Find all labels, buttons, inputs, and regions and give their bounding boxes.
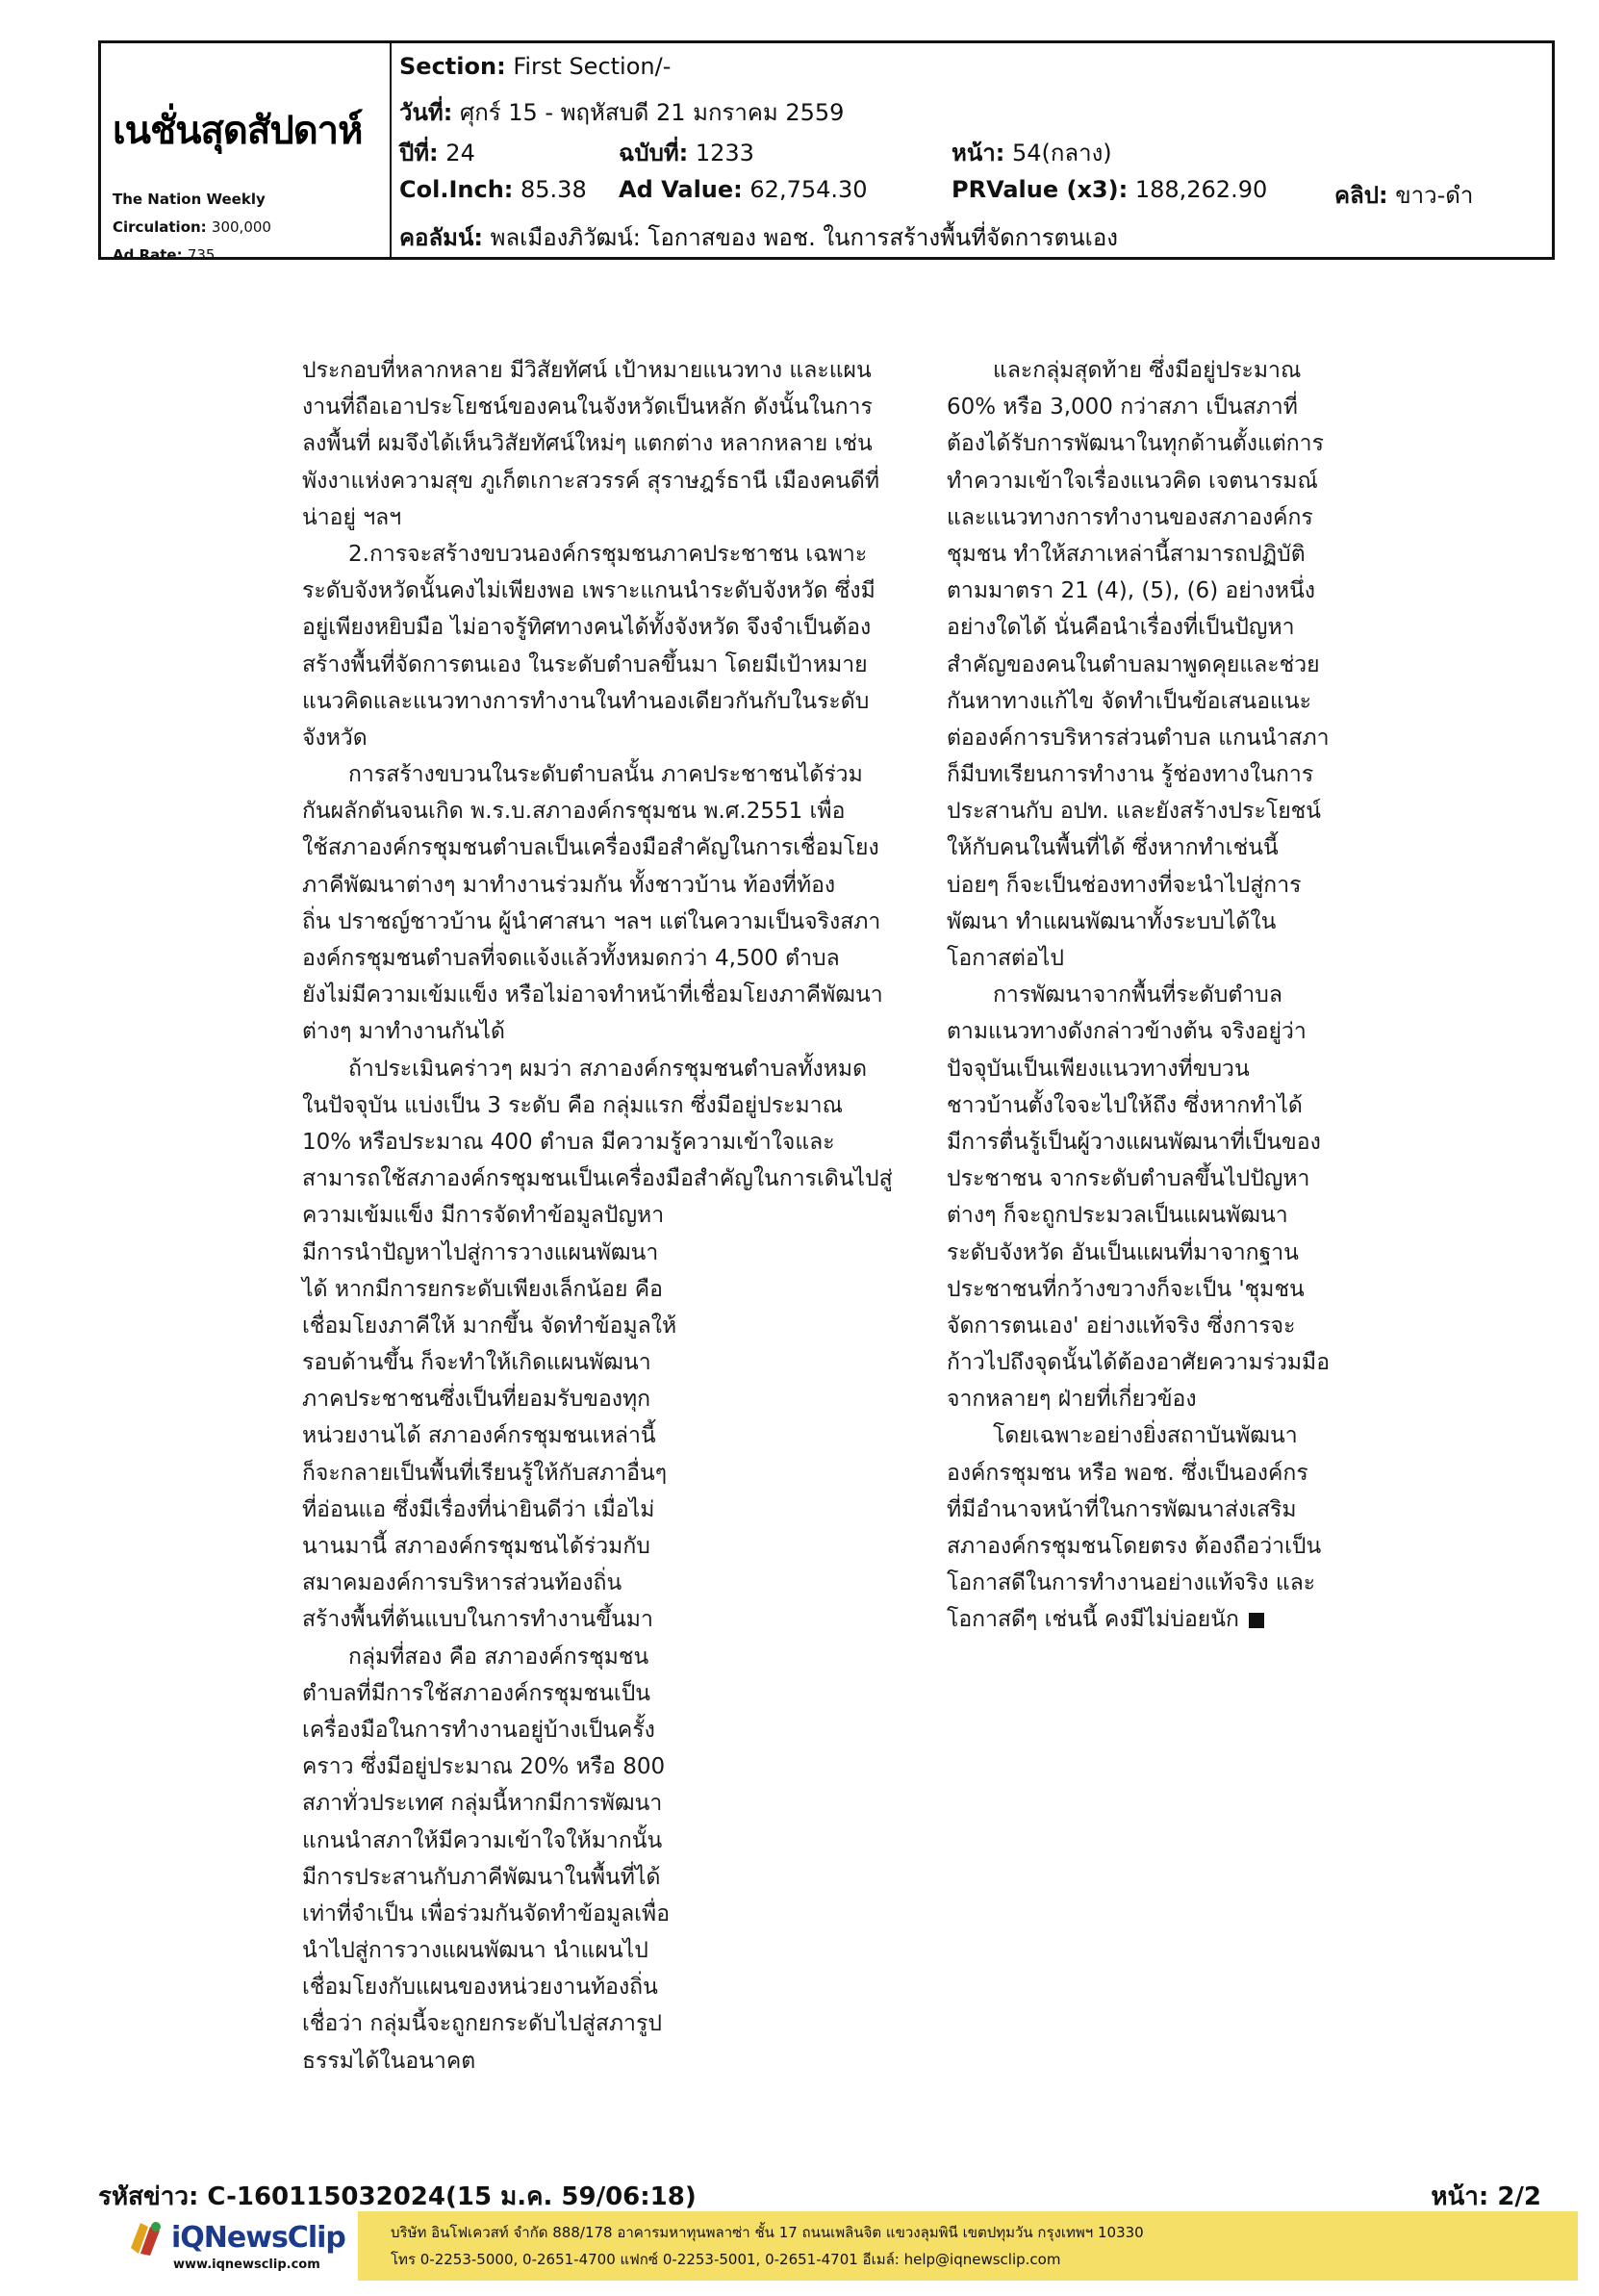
article-line: ธรรมได้ในอนาคต xyxy=(302,2048,476,2074)
article-line: ตามแนวทางดังกล่าวข้างต้น จริงอยู่ว่า xyxy=(947,1019,1307,1045)
article-line: ชุมชน ทำให้สภาเหล่านี้สามารถปฏิบัติ xyxy=(947,541,1306,567)
article-line: ชาวบ้านตั้งใจจะไปให้ถึง ซึ่งหากทำได้ xyxy=(947,1092,1303,1118)
article-line: เชื่อมโยงกับแผนของหน่วยงานท้องถิ่น xyxy=(302,1975,658,2001)
column-row: คอลัมน์: พลเมืองภิวัฒน์: โอกาสของ พอช. ในการสร้างพื้นที่จัดการตนเอง xyxy=(399,224,1119,251)
article-line: ถ้าประเมินคร่าวๆ ผมว่า สภาองค์กรชุมชนตำบลทั้งหมด xyxy=(348,1056,868,1082)
article-line: หน่วยงานได้ สภาองค์กรชุมชนเหล่านี้ xyxy=(302,1423,656,1449)
article-line: ได้ หากมีการยกระดับเพียงเล็กน้อย คือ xyxy=(302,1276,663,1302)
article-line: พังงาแห่งความสุข ภูเก็ตเกาะสวรรค์ สุราษฎร์ธานี เมืองคนดีที่ xyxy=(302,468,880,494)
article-line: ลงพื้นที่ ผมจึงได้เห็นวิสัยทัศน์ใหม่ๆ แตกต่าง หลากหลาย เช่น xyxy=(302,431,873,457)
prvalue-field: PRValue (x3): 188,262.90 xyxy=(952,176,1268,203)
article-line: ต่างๆ มาทำงานกันได้ xyxy=(302,1019,505,1045)
article-line: เท่าที่จำเป็น เพื่อร่วมกันจัดทำข้อมูลเพื่อ xyxy=(302,1901,671,1926)
article-line: ประสานกับ อปท. และยังสร้างประโยชน์ xyxy=(947,799,1322,825)
date-row: วันที่: ศุกร์ 15 - พฤหัสบดี 21 มกราคม 2559 xyxy=(399,99,845,126)
article-line: นานมานี้ สภาองค์กรชุมชนได้ร่วมกับ xyxy=(302,1534,650,1559)
publication-english-name: The Nation Weekly xyxy=(113,191,266,208)
article-line: ประชาชนที่กว้างขวางก็จะเป็น 'ชุมชน xyxy=(947,1276,1305,1302)
article-line: จังหวัด xyxy=(302,725,368,751)
article-line: ยังไม่มีความเข้มแข็ง หรือไม่อาจทำหน้าที่เชื่อมโยงภาคีพัฒนา xyxy=(302,982,883,1008)
article-line: ประชาชน จากระดับตำบลขึ้นไปปัญหา xyxy=(947,1166,1310,1192)
article-line: โอกาสต่อไป xyxy=(947,946,1064,971)
article-line: แกนนำสภาให้มีความเข้าใจให้มากนั้น xyxy=(302,1827,663,1853)
article-line: พัฒนา ทำแผนพัฒนาทั้งระบบได้ใน xyxy=(947,908,1277,934)
article-line-last: โอกาสดีๆ เช่นนี้ คงมีไม่บ่อยนัก xyxy=(947,1601,1330,1638)
article-line: ก้าวไปถึงจุดนั้นได้ต้องอาศัยความร่วมมือ xyxy=(947,1350,1331,1376)
news-code: รหัสข่าว: C-160115032024(15 ม.ค. 59/06:18) xyxy=(98,2182,697,2211)
clip-color-field: คลิป: ขาว-ดำ xyxy=(1334,182,1474,209)
colinch-field: Col.Inch: 85.38 xyxy=(399,176,587,203)
publication-logo: เนชั่นสุดสัปดาห์ xyxy=(113,109,363,153)
article-column-right xyxy=(947,352,1330,1639)
article-line: งานที่ถือเอาประโยชน์ของคนในจังหวัดเป็นหลัก ดังนั้นในการ xyxy=(302,395,873,421)
article-line: องค์กรชุมชน หรือ พอช. ซึ่งเป็นองค์กร xyxy=(947,1460,1308,1486)
page-number: หน้า: 2/2 xyxy=(1431,2182,1541,2211)
article-line: ถิ่น ปราชญ์ชาวบ้าน ผู้นำศาสนา ฯลฯ แต่ในความเป็นจริงสภา xyxy=(302,908,881,934)
article-line: สภาองค์กรชุมชนโดยตรง ต้องถือว่าเป็น xyxy=(947,1534,1322,1559)
page-field: หน้า: 54(กลาง) xyxy=(952,140,1112,166)
article-line: ที่มีอำนาจหน้าที่ในการพัฒนาส่งเสริม xyxy=(947,1496,1297,1522)
article-line: ในปัจจุบัน แบ่งเป็น 3 ระดับ คือ กลุ่มแรก ซึ่งมีอยู่ประมาณ xyxy=(302,1092,843,1118)
article-line: ต่างๆ ก็จะถูกประมวลเป็นแผนพัฒนา xyxy=(947,1203,1288,1229)
article-line: น่าอยู่ ฯลฯ xyxy=(302,504,402,530)
year-field: ปีที่: 24 xyxy=(399,140,475,166)
article-line: ใช้สภาองค์กรชุมชนตำบลเป็นเครื่องมือสำคัญในการเชื่อมโยง xyxy=(302,835,879,861)
article-line: สร้างพื้นที่จัดการตนเอง ในระดับตำบลขึ้นมา โดยมีเป้าหมาย xyxy=(302,651,868,677)
article-line: ต่อองค์การบริหารส่วนตำบล แกนนำสภา xyxy=(947,725,1330,751)
article-line: โดยเฉพาะอย่างยิ่งสถาบันพัฒนา xyxy=(993,1423,1298,1449)
article-line: บ่อยๆ ก็จะเป็นช่องทางที่จะนำไปสู่การ xyxy=(947,872,1302,898)
article-line: นำไปสู่การวางแผนพัฒนา นำแผนไป xyxy=(302,1938,648,1964)
section-row: Section: First Section/- xyxy=(399,53,672,80)
article-line: ก็จะกลายเป็นพื้นที่เรียนรู้ให้กับสภาอื่นๆ xyxy=(302,1460,668,1486)
article-line: สมาคมองค์การบริหารส่วนท้องถิ่น xyxy=(302,1570,622,1596)
logo-url[interactable]: www.iqnewsclip.com xyxy=(173,2258,320,2272)
issue-field: ฉบับที่: 1233 xyxy=(619,140,754,166)
article-line: 10% หรือประมาณ 400 ตำบล มีความรู้ความเข้าใจและ xyxy=(302,1129,835,1155)
article-line: เชื่อมโยงภาคีให้ มากขึ้น จัดทำข้อมูลให้ xyxy=(302,1313,677,1339)
article-line: ต้องได้รับการพัฒนาในทุกด้านตั้งแต่การ xyxy=(947,431,1324,457)
clip-metadata xyxy=(392,43,1552,257)
company-contact: โทร 0-2253-5000, 0-2651-4700 แฟกซ์ 0-2253-5001, 0-2651-4701 อีเมล์: help@iqnewsclip.com xyxy=(391,2251,1061,2268)
advalue-field: Ad Value: 62,754.30 xyxy=(619,176,868,203)
publication-panel xyxy=(101,43,392,264)
article-line: ประกอบที่หลากหลาย มีวิสัยทัศน์ เป้าหมายแนวทาง และแผน xyxy=(302,358,872,383)
article-line: โอกาสดีในการทำงานอย่างแท้จริง และ xyxy=(947,1570,1316,1596)
article-line: จากหลายๆ ฝ่ายที่เกี่ยวข้อง xyxy=(947,1387,1197,1413)
company-info-band xyxy=(358,2211,1578,2281)
article-line: แนวคิดและแนวทางการทำงานในทำนองเดียวกันกับในระดับ xyxy=(302,688,870,714)
article-line: ให้กับคนในพื้นที่ได้ ซึ่งหากทำเช่นนี้ xyxy=(947,835,1279,861)
article-line: 60% หรือ 3,000 กว่าสภา เป็นสภาที่ xyxy=(947,395,1298,421)
article-line: ภาคีพัฒนาต่างๆ มาทำงานร่วมกัน ทั้งชาวบ้าน ท้องที่ท้อง xyxy=(302,872,836,898)
publication-meta xyxy=(113,186,271,269)
article-line: การสร้างขบวนในระดับตำบลนั้น ภาคประชาชนได้ร่วม xyxy=(348,762,863,788)
ad-rate: Ad Rate: 735 xyxy=(113,246,216,264)
article-line: อย่างใดได้ นั่นคือนำเรื่องที่เป็นปัญหา xyxy=(947,615,1295,641)
article-line: ความเข้มแข็ง มีการจัดทำข้อมูลปัญหา xyxy=(302,1203,665,1229)
article-line: กันหาทางแก้ไข จัดทำเป็นข้อเสนอแนะ xyxy=(947,688,1311,714)
article-line: ตำบลที่มีการใช้สภาองค์กรชุมชนเป็น xyxy=(302,1680,651,1706)
article-line: ตามมาตรา 21 (4), (5), (6) อย่างหนึ่ง xyxy=(947,578,1316,604)
article-line: กันผลักดันจนเกิด พ.ร.บ.สภาองค์กรชุมชน พ.ศ.2551 เพื่อ xyxy=(302,799,846,825)
article-line: ที่อ่อนแอ ซึ่งมีเรื่องที่น่ายินดีว่า เมื่อไม่ xyxy=(302,1496,655,1522)
article-line: จัดการตนเอง' อย่างแท้จริง ซึ่งการจะ xyxy=(947,1313,1296,1339)
article-line: มีการประสานกับภาคีพัฒนาในพื้นที่ได้ xyxy=(302,1864,661,1890)
article-line: องค์กรชุมชนตำบลที่จดแจ้งแล้วทั้งหมดกว่า 4,500 ตำบล xyxy=(302,946,840,971)
iqnewsclip-logo[interactable] xyxy=(125,2215,352,2279)
article-line: การพัฒนาจากพื้นที่ระดับตำบล xyxy=(993,982,1282,1008)
article-line: ระดับจังหวัด อันเป็นแผนที่มาจากฐาน xyxy=(947,1239,1299,1265)
article-line: 2.การจะสร้างขบวนองค์กรชุมชนภาคประชาชน เฉพาะ xyxy=(348,541,868,567)
article-line: ปัจจุบันเป็นเพียงแนวทางที่ขบวน xyxy=(947,1056,1250,1082)
article-line: คราว ซึ่งมีอยู่ประมาณ 20% หรือ 800 xyxy=(302,1754,666,1780)
article-line: อยู่เพียงหยิบมือ ไม่อาจรู้ทิศทางคนได้ทั้งจังหวัด จึงจำเป็นต้อง xyxy=(302,615,872,641)
article-line: ทำความเข้าใจเรื่องแนวคิด เจตนารมณ์ xyxy=(947,468,1318,494)
company-address: บริษัท อินโฟเควสท์ จำกัด 888/178 อาคารมหาทุนพลาซ่า ชั้น 17 ถนนเพลินจิต แขวงลุมพินี เขตปทุมวัน กรุงเทพฯ 10330 xyxy=(391,2224,1144,2241)
end-of-article-icon xyxy=(1249,1613,1264,1628)
clip-header xyxy=(98,40,1555,264)
logo-text: iQNewsClip xyxy=(171,2221,345,2255)
article-line: มีการนำปัญหาไปสู่การวางแผนพัฒนา xyxy=(302,1239,659,1265)
iqnewsclip-logo-icon xyxy=(127,2219,165,2258)
article-line: ภาคประชาชนซึ่งเป็นที่ยอมรับของทุก xyxy=(302,1387,651,1413)
article-line: และแนวทางการทำงานของสภาองค์กร xyxy=(947,504,1313,530)
circulation: Circulation: 300,000 xyxy=(113,218,271,236)
article-line: สภาทั่วประเทศ กลุ่มนี้หากมีการพัฒนา xyxy=(302,1791,663,1817)
article-line: ระดับจังหวัดนั้นคงไม่เพียงพอ เพราะแกนนำระดับจังหวัด ซึ่งมี xyxy=(302,578,876,604)
article-line: และกลุ่มสุดท้าย ซึ่งมีอยู่ประมาณ xyxy=(993,358,1302,383)
article-line: สำคัญของคนในตำบลมาพูดคุยและช่วย xyxy=(947,651,1320,677)
article-line: รอบด้านขึ้น ก็จะทำให้เกิดแผนพัฒนา xyxy=(302,1350,651,1376)
article-line: เครื่องมือในการทำงานอยู่บ้างเป็นครั้ง xyxy=(302,1717,655,1743)
article-line: มีการตื่นรู้เป็นผู้วางแผนพัฒนาที่เป็นของ xyxy=(947,1129,1321,1155)
article-line: กลุ่มที่สอง คือ สภาองค์กรชุมชน xyxy=(348,1644,649,1670)
article-line: ก็มีบทเรียนการทำงาน รู้ช่องทางในการ xyxy=(947,762,1314,788)
article-line: เชื่อว่า กลุ่มนี้จะถูกยกระดับไปสู่สภารูป xyxy=(302,2011,662,2037)
article-column-left xyxy=(302,352,893,2079)
article-line: สร้างพื้นที่ต้นแบบในการทำงานขึ้นมา xyxy=(302,1607,653,1633)
article-line: สามารถใช้สภาองค์กรชุมชนเป็นเครื่องมือสำคัญในการเดินไปสู่ xyxy=(302,1166,893,1192)
